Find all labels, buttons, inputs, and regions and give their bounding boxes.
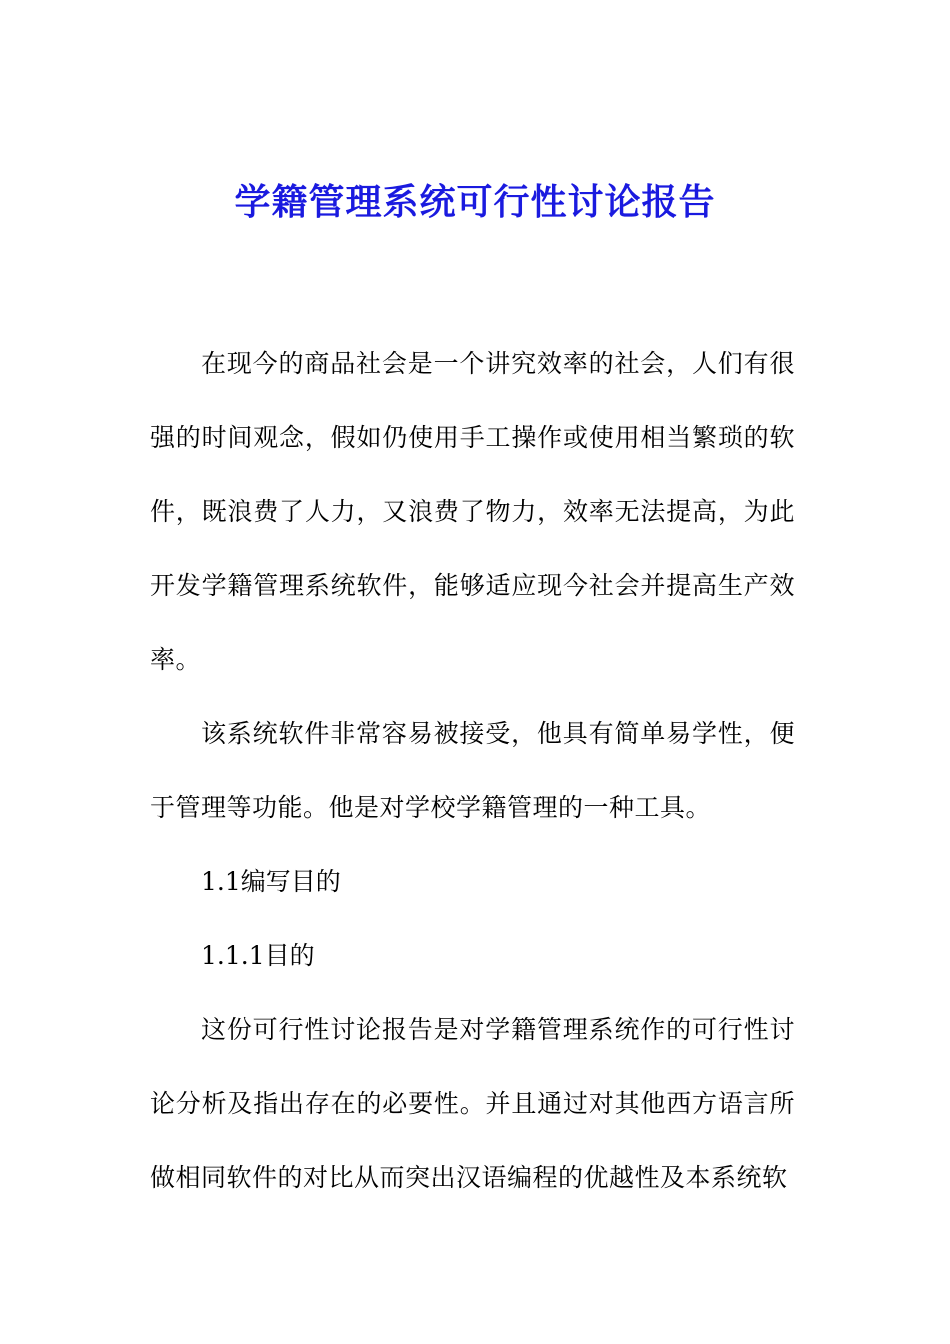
document-title: 学籍管理系统可行性讨论报告 — [234, 181, 716, 223]
document-body — [150, 327, 795, 1215]
paragraph-acceptance: 该系统软件非常容易被接受，他具有简单易学性，便于管理等功能。他是对学校学籍管理的一种工具。 — [150, 719, 795, 822]
paragraph-purpose: 这份可行性讨论报告是对学籍管理系统作的可行性讨论分析及指出存在的必要性。并且通过对其他西方语言所做相同软件的对比从而突出汉语编程的优越性及本系统软 — [150, 1015, 795, 1192]
paragraph-intro: 在现今的商品社会是一个讲究效率的社会，人们有很强的时间观念，假如仍使用手工操作或使用相当繁琐的软件，既浪费了人力，又浪费了物力，效率无法提高，为此开发学籍管理系统软件，能够适应现今社会并提高生产效率。 — [150, 349, 795, 674]
section-heading-1-1-1: 1.1.1目的 — [201, 941, 315, 970]
section-heading-1-1: 1.1编写目的 — [201, 867, 341, 896]
